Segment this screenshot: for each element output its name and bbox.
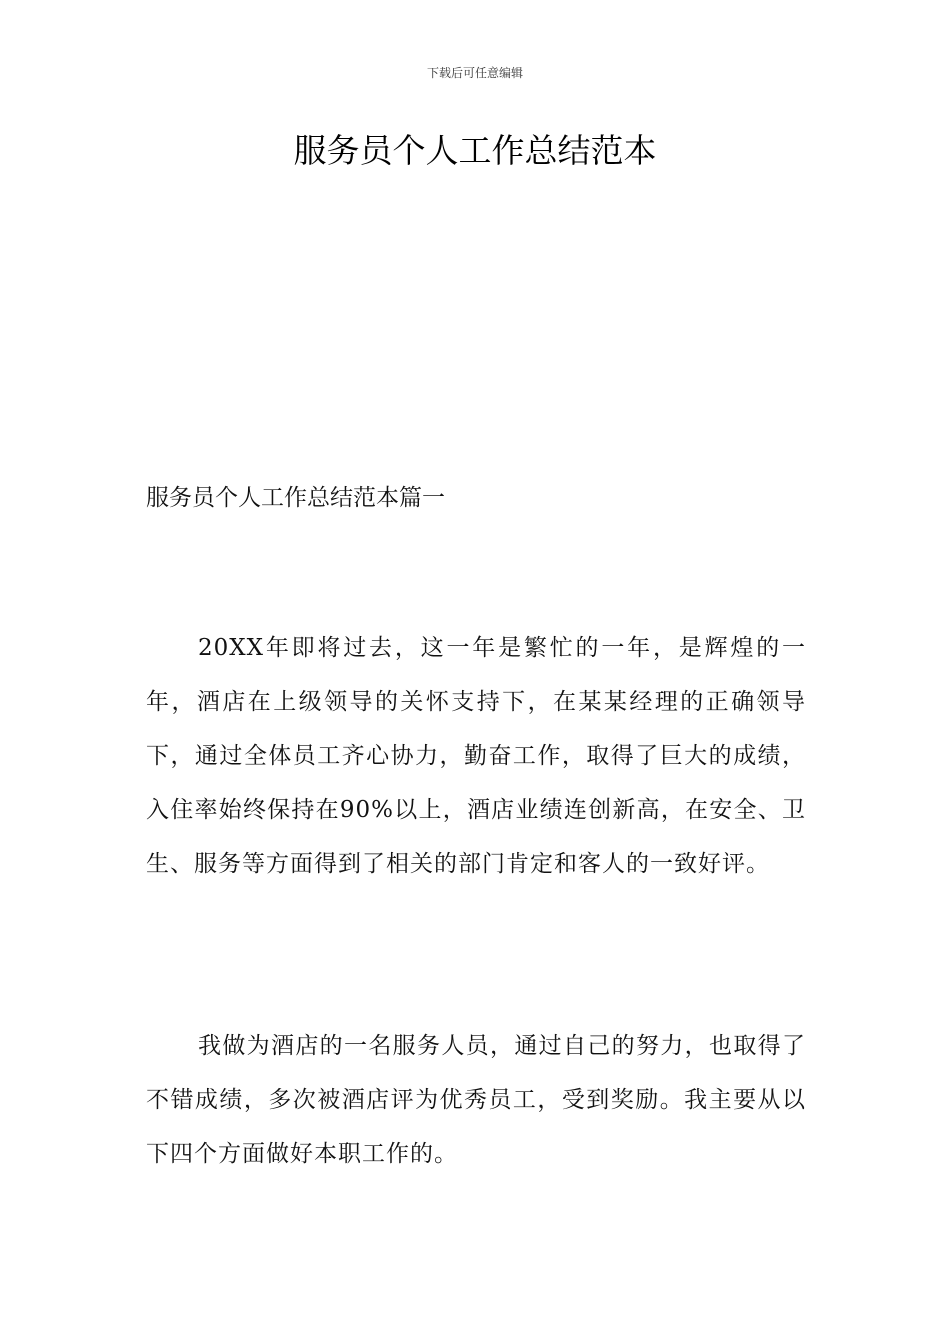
document-title: 服务员个人工作总结范本	[293, 131, 657, 170]
header-note: 下载后可任意编辑	[426, 66, 523, 80]
paragraph-2: 我做为酒店的一名服务人员，通过自己的努力，也取得了不错成绩，多次被酒店评为优秀员工，受到奖励。我主要从以下四个方面做好本职工作的。	[146, 1033, 806, 1167]
section-heading: 服务员个人工作总结范本篇一	[146, 485, 445, 511]
paragraph-1: 20XX年即将过去，这一年是繁忙的一年，是辉煌的一年，酒店在上级领导的关怀支持下，在某某经理的正确领导下，通过全体员工齐心协力，勤奋工作，取得了巨大的成绩，入住率始终保持在90%以上，酒店业绩连创新高，在安全、卫生、服务等方面得到了相关的部门肯定和客人的一致好评。	[146, 635, 806, 877]
